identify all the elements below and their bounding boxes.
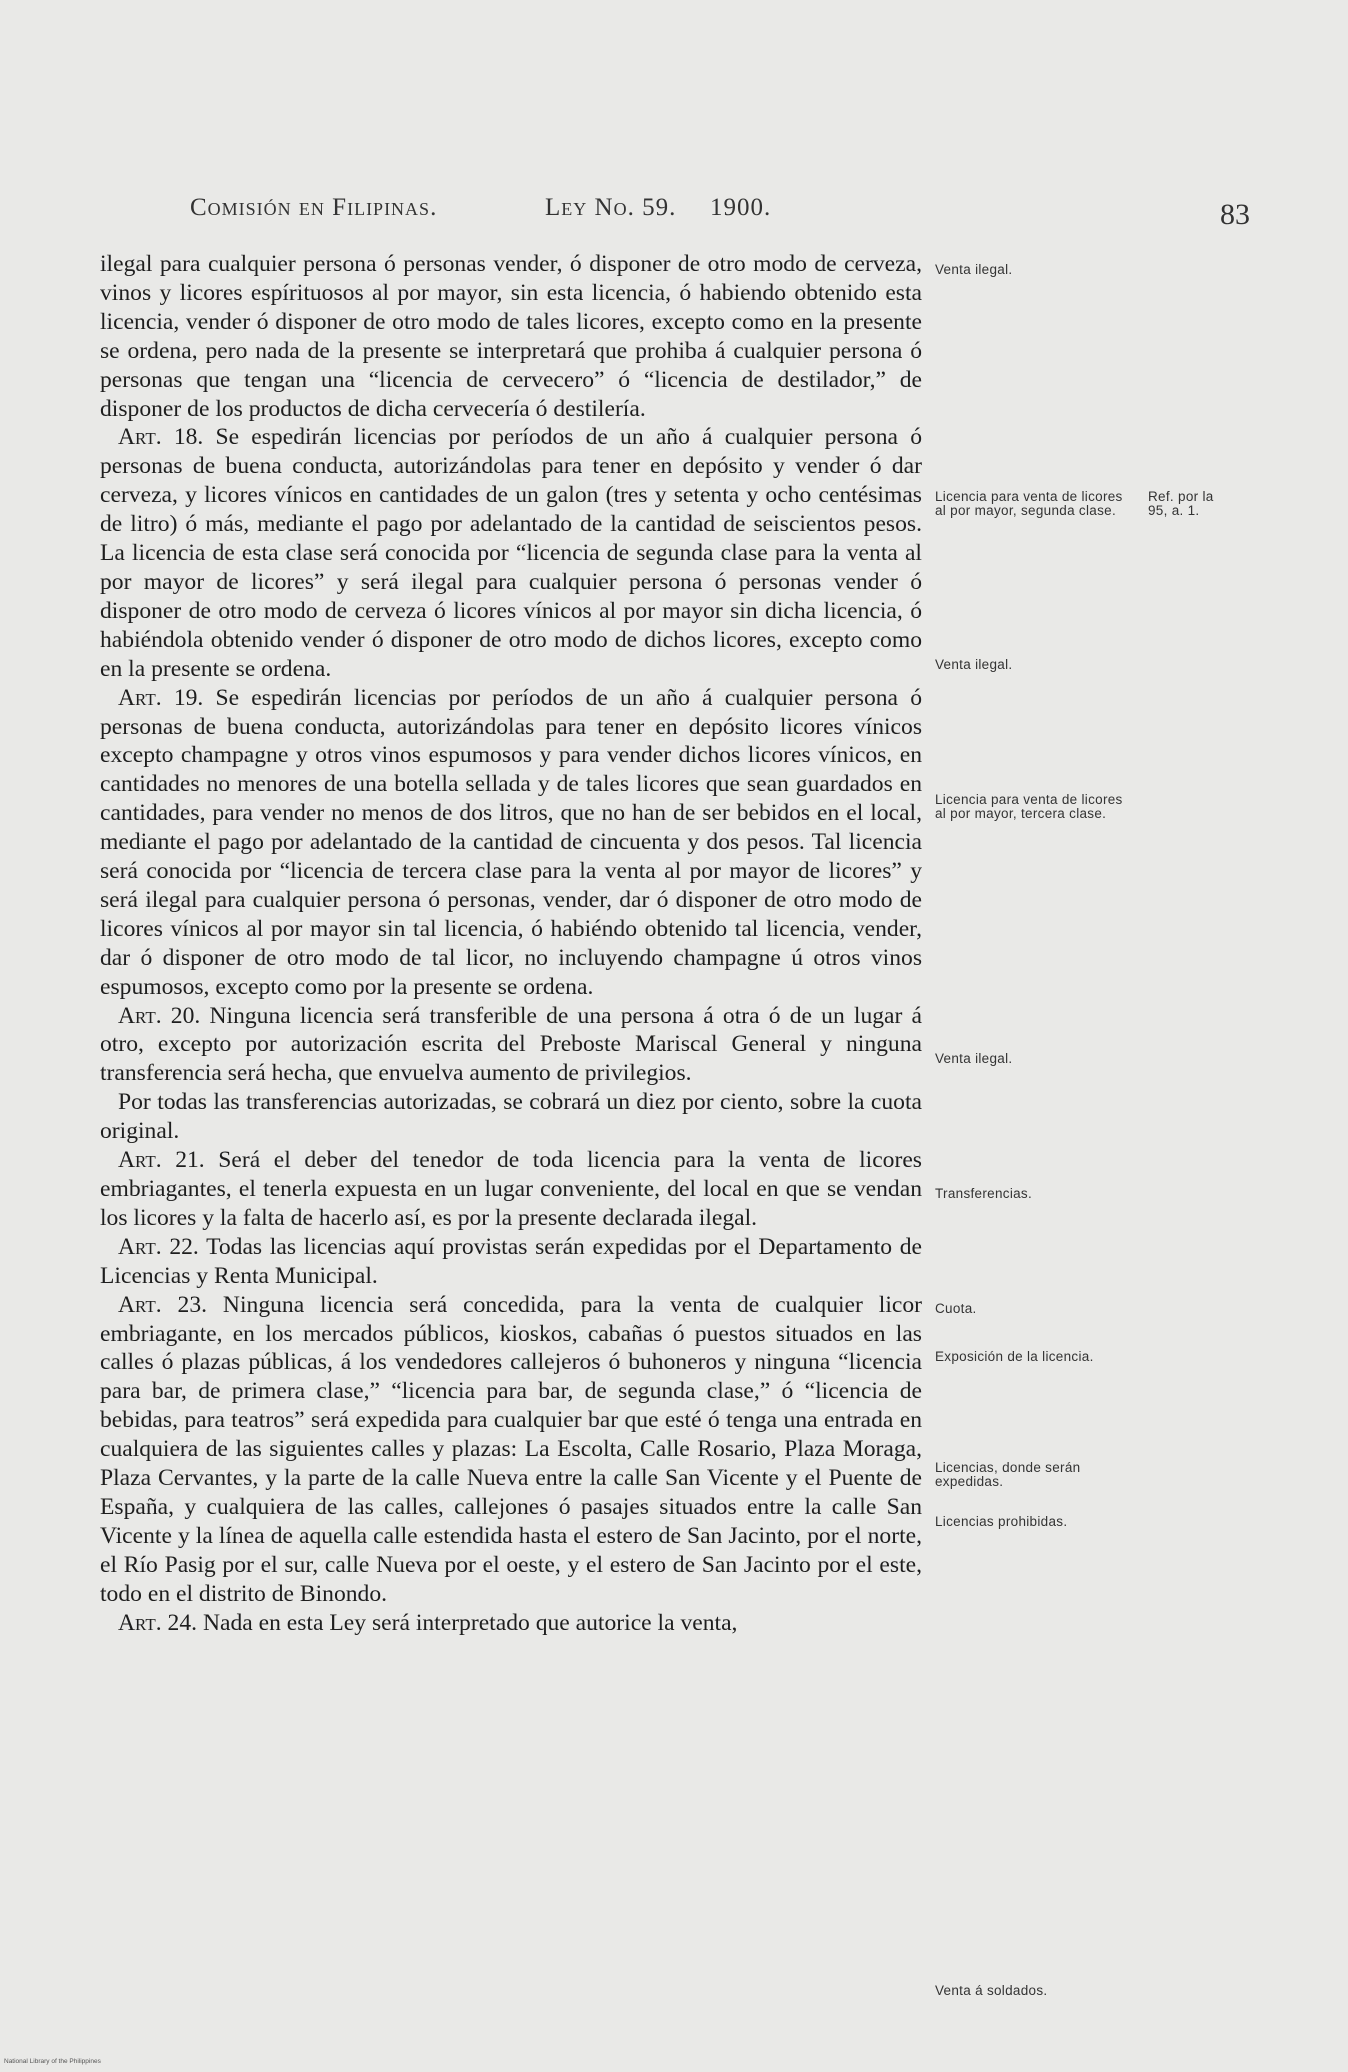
article-text: Ninguna licencia será concedida, para la venta de cualquier licor embriagante, en los mercados públicos, kioskos, cabañas ó puestos situados en las calles ó plazas públicas, á los vendedores callejeros ó buhoneros y ninguna “licencia para bar, de primera clase,” “licencia para bar, de segunda clase,” ó “licencia de bebidas, para teatros” será expedida para cualquier bar que esté ó tenga una entrada en cualquiera de las siguientes calles y plazas: La Escolta, Calle Rosario, Plaza Moraga, Plaza Cervantes, y la parte de la calle Nueva entre la calle San Vicente y el Puente de España, y cualquiera de las calles, callejones ó pasajes situados entre la calle San Vicente y la línea de aquella calle estendida hasta el estero de San Jacinto, por el norte, el Río Pasig por el sur, calle Nueva por el oeste, y el estero de San Jacinto por el este, todo en el distrito de Binondo. <box>100 1291 923 1607</box>
margin-note: Venta ilegal. <box>935 1051 1013 1066</box>
header-title: Comisión en Filipinas. <box>190 194 438 221</box>
article-text: Ninguna licencia será transferible de una persona á otra ó de un lugar á otro, excepto por autorización escrita del Preboste Mariscal General y ninguna transferencia será hecha, que envuelva aumento de privilegios. <box>100 1002 923 1087</box>
article-24 <box>100 1609 922 1638</box>
margin-note: Licencias prohibidas. <box>935 1514 1068 1529</box>
paragraph-continuation: ilegal para cualquier persona ó personas vender, ó disponer de otro modo de cerveza, vinos y licores espírituosos al por mayor, sin esta licencia, ó habiendo obtenido esta licencia, vender ó disponer de otro modo de tales licores, excepto como en la presente se ordena, pero nada de la presente se interpretará que prohiba á cualquier persona ó personas que tengan una “licencia de cervecero” ó “licencia de destilador,” de disponer de los productos de dicha cervecería ó destilería. <box>100 251 922 422</box>
margin-note: Exposición de la licencia. <box>935 1349 1094 1364</box>
article-number: Art. 21. <box>118 1147 205 1174</box>
article-text: Se espedirán licencias por períodos de un año á cualquier persona ó personas de buena conducta, autorizándolas para tener en depósito y vender ó dar cerveza, y licores vínicos en cantidades de un galon (tres y setenta y ocho centésimas de litro) ó más, mediante el pago por adelantado de la cantidad de seiscientos pesos. La licencia de esta clase será conocida por “licencia de segunda clase para la venta al por mayor de licores” y será ilegal para cualquier persona ó personas vender ó disponer de otro modo de cerveza ó licores vínicos al por mayor sin dicha licencia, ó habiéndola obtenido vender ó disponer de otro modo de dichos licores, excepto como en la presente se ordena. <box>100 424 922 682</box>
margin-note: Venta ilegal. <box>935 262 1013 277</box>
article-21 <box>100 1146 922 1233</box>
article-20 <box>100 1002 922 1089</box>
article-number: Art. 23. <box>118 1291 208 1318</box>
margin-note: Transferencias. <box>935 1186 1033 1201</box>
margin-note: Licencias, donde serán expedidas. <box>935 1460 1081 1489</box>
article-number: Art. 20. <box>118 1002 201 1029</box>
scan-footer: National Library of the Philippines <box>4 2058 101 2065</box>
margin-note: Venta á soldados. <box>935 1983 1048 1998</box>
article-number: Art. 24. <box>118 1609 198 1636</box>
margin-note: Licencia para venta de licores al por mayor, tercera clase. <box>935 792 1123 821</box>
header-law-number: Ley No. 59. <box>545 194 677 221</box>
body-text <box>100 250 922 1638</box>
article-19 <box>100 684 922 1002</box>
article-number: Art. 22. <box>118 1233 199 1260</box>
running-header <box>190 190 1090 230</box>
margin-note: Venta ilegal. <box>935 657 1013 672</box>
margin-note: Cuota. <box>935 1301 977 1316</box>
paragraph-cuota: Por todas las transferencias autorizadas, se cobrará un diez por ciento, sobre la cuota original. <box>100 1089 922 1145</box>
article-number: Art. 18. <box>118 424 204 451</box>
article-text: Será el deber del tenedor de toda licencia para la venta de licores embriagantes, el tenerla expuesta en un lugar conveniente, del local en que se vendan los licores y la falta de hacerlo así, es por la presente declarada ilegal. <box>100 1147 922 1231</box>
article-18 <box>100 423 922 683</box>
article-22 <box>100 1233 922 1291</box>
article-text: Se espedirán licencias por períodos de un año á cualquier persona ó personas de buena conducta, autorizándolas para tener en depósito licores vínicos excepto champagne y otros vinos espumosos y para vender dichos licores vínicos, en cantidades no menores de una botella sellada y de tales licores que sean guardados en cantidades, para vender no menos de dos litros, que no han de ser bebidos en el local, mediante el pago por adelantado de la cantidad de cincuenta y dos pesos. Tal licencia será conocida por “licencia de tercera clase para la venta al por mayor de licores” y será ilegal para cualquier persona ó personas, vender, dar ó disponer de otro modo de licores vínicos al por mayor sin tal licencia, ó habiéndo obtenido tal licencia, vender, dar ó disponer de otro modo de tal licor, no incluyendo champagne ú otros vinos espumosos, excepto como por la presente se ordena. <box>100 684 922 1000</box>
page-number: 83 <box>1220 198 1250 231</box>
article-23 <box>100 1291 922 1609</box>
margin-note-reference: Ref. por la 95, a. 1. <box>1148 489 1214 518</box>
margin-note: Licencia para venta de licores al por mayor, segunda clase. <box>935 489 1123 518</box>
article-number: Art. 19. <box>118 684 204 711</box>
article-text: Nada en esta Ley será interpretado que autorice la venta, <box>202 1609 738 1636</box>
header-year: 1900. <box>710 194 772 221</box>
article-text: Todas las licencias aquí provistas serán expedidas por el Departamento de Licencias y Renta Municipal. <box>100 1233 922 1289</box>
